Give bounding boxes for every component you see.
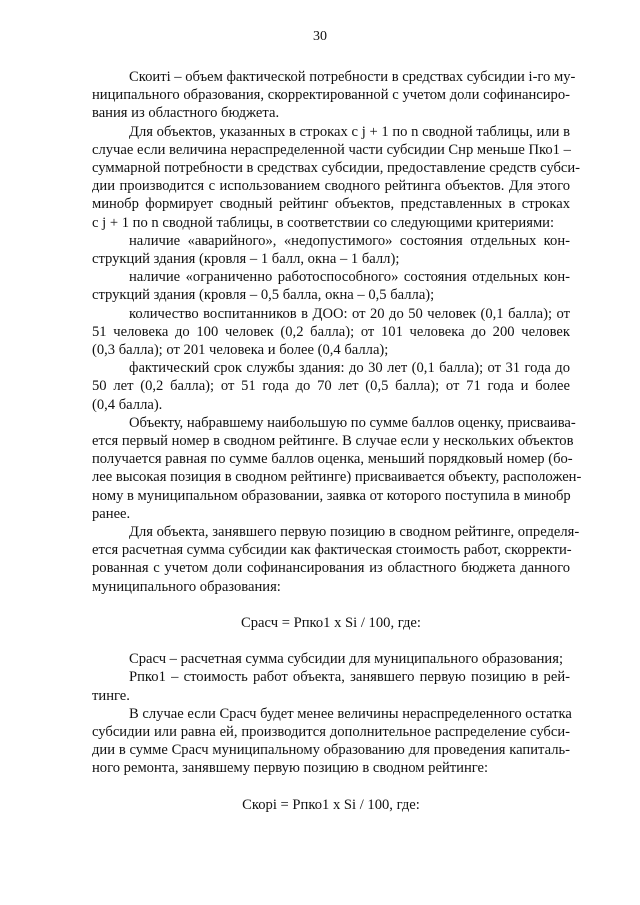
paragraph [92, 705, 570, 778]
text-line: минобр формирует сводный рейтинг объектов, представленных в строках [92, 196, 570, 213]
paragraph [92, 414, 582, 523]
text-line: ется расчетная сумма субсидии как фактическая стоимость работ, скорректи- [92, 542, 572, 559]
spacer [92, 632, 570, 650]
text-line: с j + 1 по n сводной таблицы, в соответствии со следующими критериями: [92, 214, 555, 231]
text-line: суммарной потребности в средствах субсидии, предоставление средств субси- [92, 160, 581, 177]
text-line: рованная с учетом доли софинансирования из областного бюджета данного [92, 560, 570, 577]
text-line: субсидии или равна ей, производится дополнительное распределение субси- [92, 723, 570, 740]
spacer [92, 778, 570, 796]
paragraph [92, 523, 580, 596]
spacer [92, 814, 570, 832]
text-line: дии производится с использованием сводного рейтинга объектов. Для этого [92, 178, 570, 195]
text-line: тинге. [92, 687, 130, 704]
text-line: Для объекта, занявшего первую позицию в сводном рейтинге, определя- [129, 524, 580, 541]
text-line: (0,4 балла). [92, 396, 163, 413]
text-line: муниципального образования: [92, 578, 281, 595]
paragraph [92, 668, 570, 704]
spacer [92, 596, 570, 614]
paragraph [92, 268, 570, 304]
text-line: дии в сумме Срасч муниципальному образованию для проведения капиталь- [92, 742, 570, 759]
paragraph [92, 650, 570, 668]
paragraph [92, 359, 570, 414]
text-line: случае если величина нераспределенной части субсидии Снр меньше Пко1 – [92, 141, 571, 158]
text-line: струкций здания (кровля – 1 балл, окна – 1 балл); [92, 251, 400, 268]
document-body [92, 68, 582, 832]
text-line: лее высокая позиция в сводном рейтинге) присваивается объекту, расположен- [92, 469, 582, 486]
text-line: (0,3 балла); от 201 человека и более (0,4 балла); [92, 342, 389, 359]
text-line: ранее. [92, 505, 131, 522]
text-line: В случае если Срасч будет менее величины нераспределенного остатка [129, 705, 572, 722]
formula: Срасч = Рпко1 x Si / 100, где: [241, 614, 421, 631]
text-line: 51 человека до 100 человек (0,2 балла); от 101 человека до 200 человек [92, 323, 570, 340]
text-line: количество воспитанников в ДОО: от 20 до 50 человек (0,1 балла); от [129, 305, 570, 322]
text-line: ного ремонта, занявшему первую позицию в сводном рейтинге: [92, 760, 489, 777]
text-line: получается равная по сумме баллов оценка, меньший порядковый номер (бо- [92, 451, 573, 468]
text-line: струкций здания (кровля – 0,5 балла, окна – 0,5 балла); [92, 287, 435, 304]
text-line: наличие «аварийного», «недопустимого» состояния отдельных кон- [129, 232, 570, 249]
text-line: Скоитi – объем фактической потребности в средствах субсидии i-го му- [129, 69, 576, 85]
text-line: Рпко1 – стоимость работ объекта, занявшего первую позицию в рей- [129, 669, 570, 686]
paragraph [92, 68, 576, 123]
text-line: вания из областного бюджета. [92, 105, 280, 122]
text-line: ному в муниципальном образовании, заявка от которого поступила в минобр [92, 487, 571, 504]
formula: Скорi = Рпко1 x Si / 100, где: [242, 796, 420, 813]
text-line: ется первый номер в сводном рейтинге. В случае если у нескольких объектов [92, 433, 574, 450]
paragraph [92, 305, 570, 360]
text-line: Объекту, набравшему наибольшую по сумме баллов оценку, присваива- [129, 414, 576, 431]
page-number: 30 [313, 29, 327, 44]
text-line: ниципального образования, скорректированной с учетом доли софинансиро- [92, 87, 570, 104]
text-line: наличие «ограниченно работоспособного» состояния отдельных кон- [129, 269, 570, 286]
paragraph [92, 232, 570, 268]
text-line: фактический срок службы здания: до 30 лет (0,1 балла); от 31 года до [129, 360, 570, 377]
text-line: Срасч – расчетная сумма субсидии для муниципального образования; [129, 651, 564, 668]
paragraph [92, 123, 581, 232]
text-line: Для объектов, указанных в строках с j + 1 по n сводной таблицы, или в [129, 123, 570, 140]
text-line: 50 лет (0,2 балла); от 51 года до 70 лет (0,5 балла); от 71 года и более [92, 378, 570, 395]
